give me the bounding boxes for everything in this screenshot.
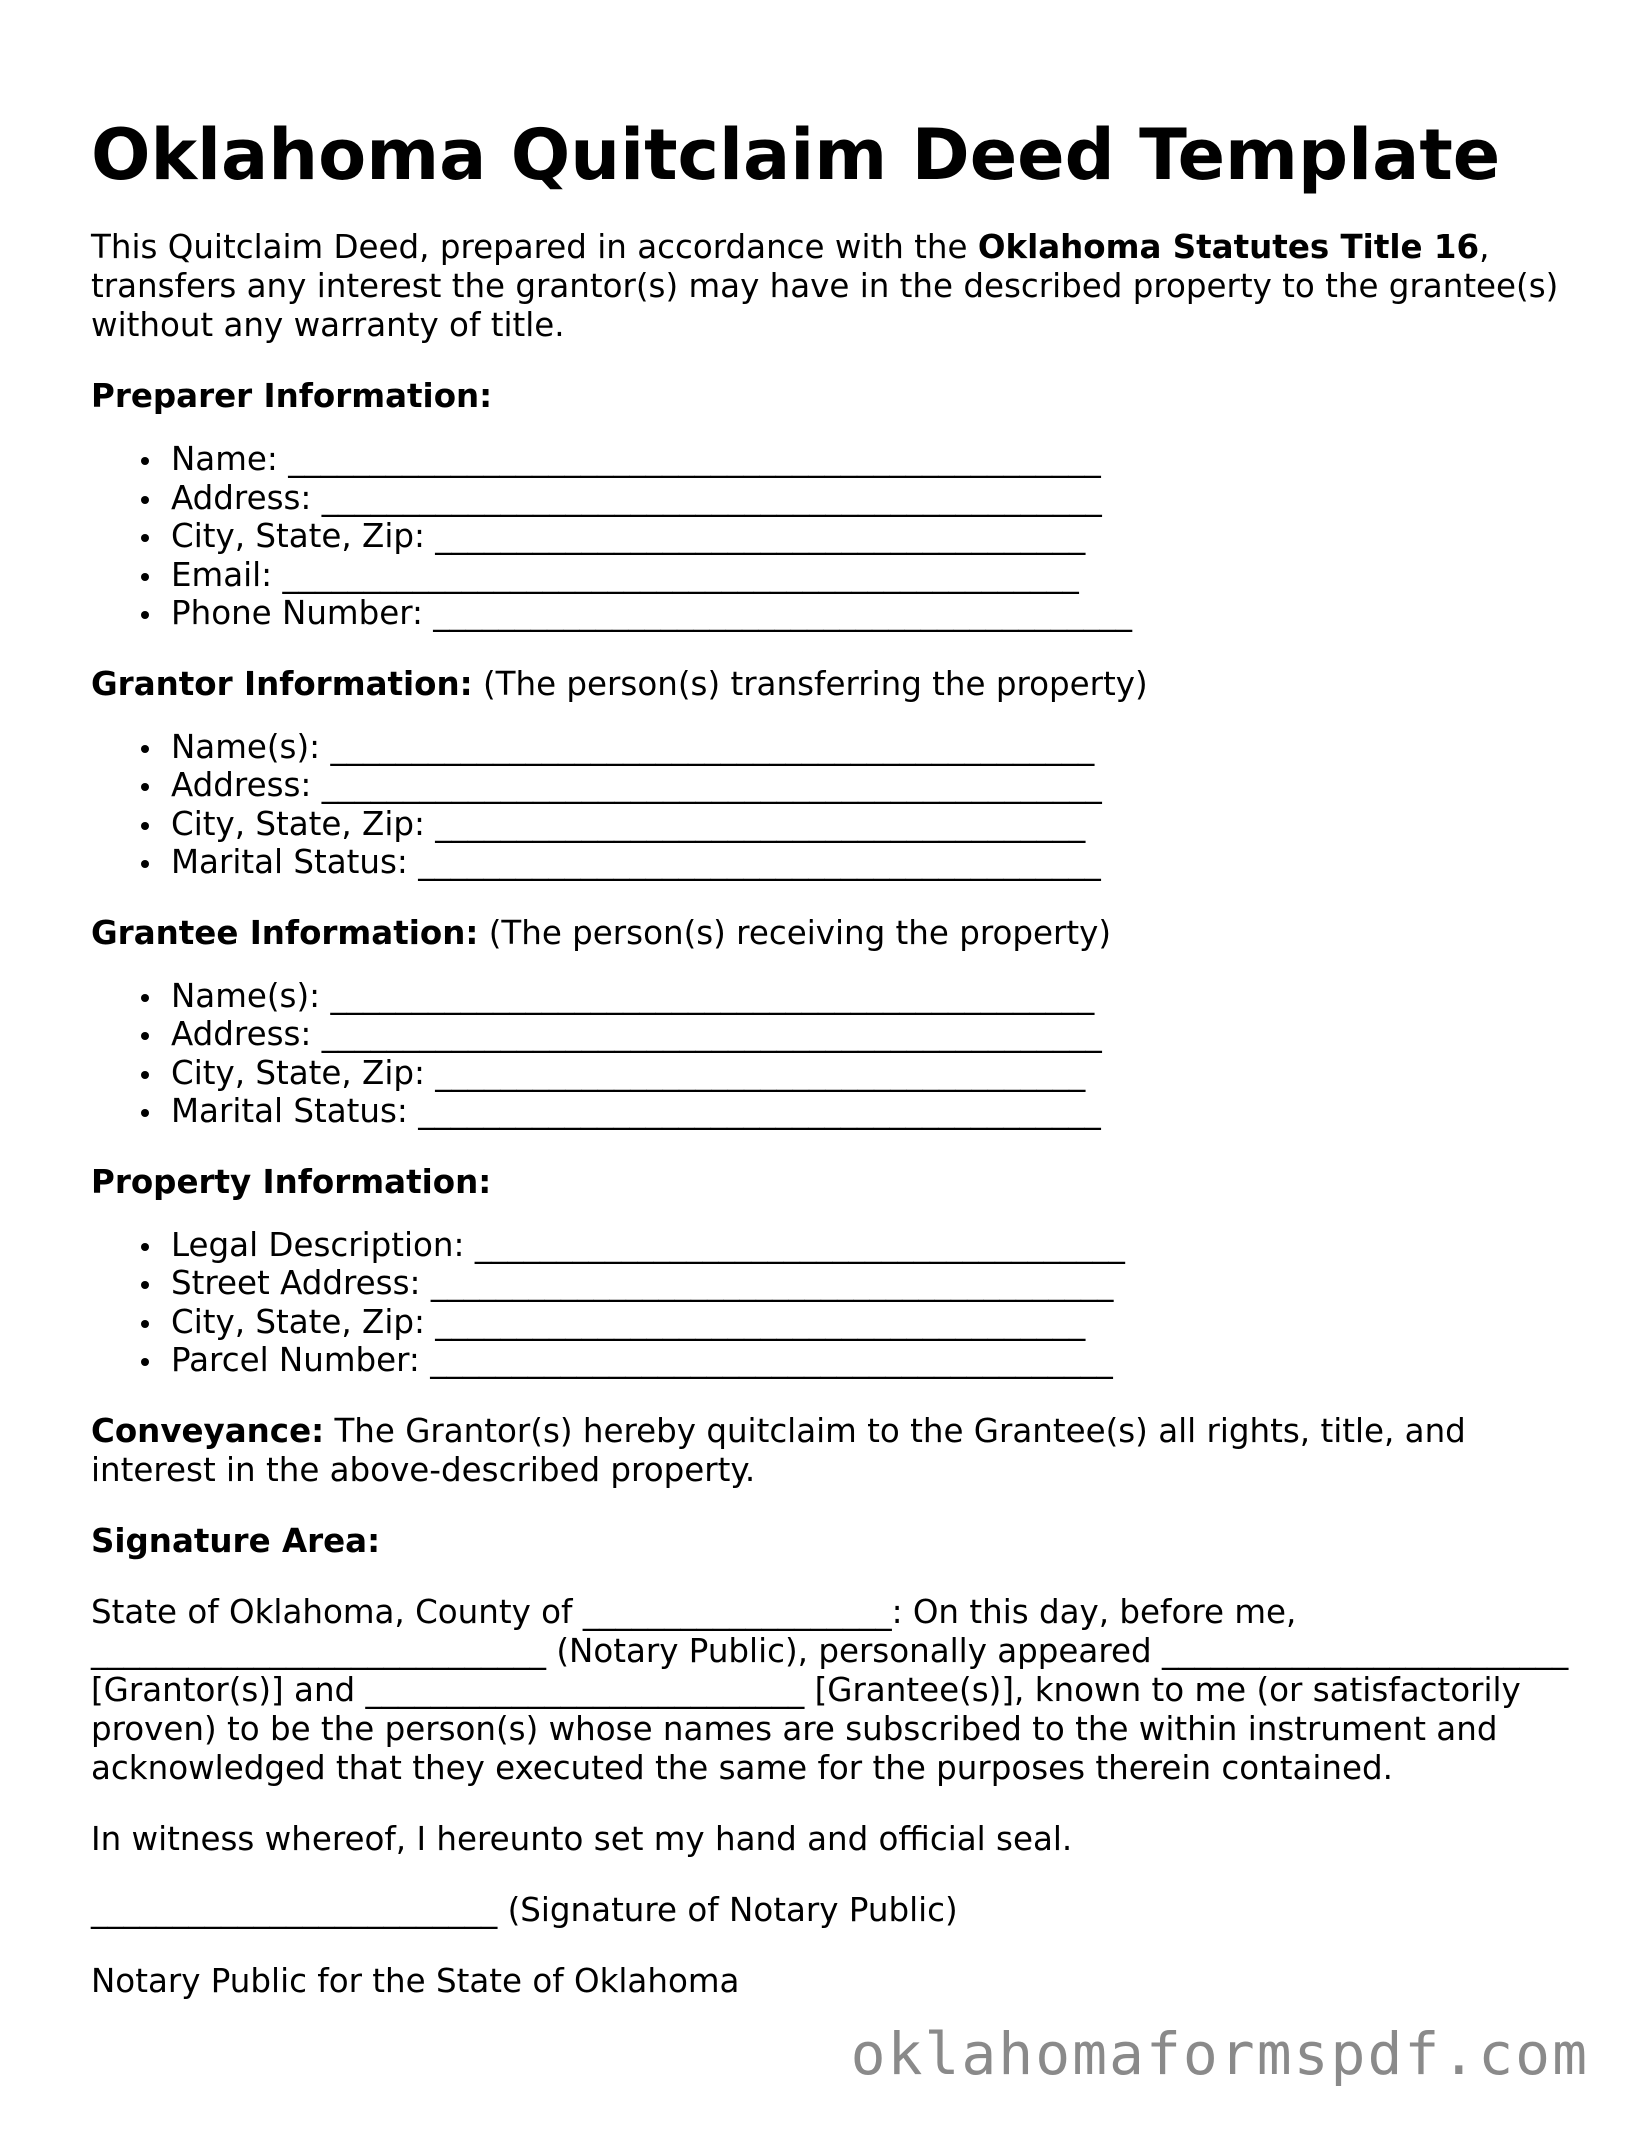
grantor-field-marital[interactable]: Marital Status: __________________________________________	[171, 843, 1571, 882]
preparer-field-phone[interactable]: Phone Number: ___________________________________________	[171, 594, 1571, 633]
grantor-fields	[91, 728, 1571, 882]
grantor-field-address[interactable]: Address: ________________________________________________	[171, 766, 1571, 805]
grantee-heading: Grantee Information:	[91, 913, 479, 952]
conveyance-text: The Grantor(s) hereby quitclaim to the Grantee(s) all rights, title, and interest in the above-described property.	[91, 1411, 1466, 1489]
grantor-heading-line	[91, 665, 1571, 704]
page-title: Oklahoma Quitclaim Deed Template	[91, 114, 1501, 196]
grantor-heading: Grantor Information:	[91, 664, 473, 703]
grantee-fields	[91, 977, 1571, 1131]
signature-heading: Signature Area:	[91, 1521, 381, 1560]
intro-text-pre: This Quitclaim Deed, prepared in accordance with the	[91, 228, 978, 266]
preparer-field-email[interactable]: Email: _________________________________________________	[171, 556, 1571, 595]
grantor-field-names[interactable]: Name(s): _______________________________________________	[171, 728, 1571, 767]
notary-state-label: Notary Public for the State of Oklahoma	[91, 1961, 740, 2000]
site-watermark: oklahomaformspdf.com	[850, 2020, 1589, 2088]
witness-statement: In witness whereof, I hereunto set my hand and official seal.	[91, 1819, 1073, 1858]
preparer-heading: Preparer Information:	[91, 377, 493, 415]
property-heading: Property Information:	[91, 1162, 492, 1201]
preparer-field-name[interactable]: Name: __________________________________________________	[171, 440, 1571, 479]
preparer-fields	[91, 440, 1571, 633]
grantor-note: (The person(s) transferring the property)	[472, 664, 1148, 703]
intro-text-post: , transfers any interest the grantor(s) may have in the described property to the grantee(s) without any warranty of title.	[91, 228, 1559, 344]
preparer-field-address[interactable]: Address: ________________________________________________	[171, 479, 1571, 518]
grantor-field-city[interactable]: City, State, Zip: ________________________________________	[171, 805, 1571, 844]
conveyance-label: Conveyance:	[91, 1411, 325, 1450]
property-field-city[interactable]: City, State, Zip: ________________________________________	[171, 1303, 1571, 1342]
grantee-field-city[interactable]: City, State, Zip: ________________________________________	[171, 1054, 1571, 1093]
notary-signature-line[interactable]: _________________________ (Signature of Notary Public)	[91, 1890, 958, 1929]
ack-line-4: proven) to be the person(s) whose names are subscribed to the within instrument and	[91, 1709, 1498, 1748]
ack-line-3[interactable]: [Grantor(s)] and ___________________________ [Grantee(s)], known to me (or satisfactorily	[91, 1670, 1521, 1709]
preparer-field-city[interactable]: City, State, Zip: ________________________________________	[171, 517, 1571, 556]
property-field-legal[interactable]: Legal Description: ________________________________________	[171, 1226, 1571, 1265]
grantee-field-marital[interactable]: Marital Status: __________________________________________	[171, 1092, 1571, 1131]
ack-line-1[interactable]: State of Oklahoma, County of ___________________: On this day, before me,	[91, 1592, 1297, 1631]
intro-paragraph	[91, 228, 1571, 345]
ack-line-5: acknowledged that they executed the same for the purposes therein contained.	[91, 1748, 1393, 1787]
grantee-note: (The person(s) receiving the property)	[478, 913, 1112, 952]
property-field-street[interactable]: Street Address: __________________________________________	[171, 1264, 1571, 1303]
grantee-field-names[interactable]: Name(s): _______________________________________________	[171, 977, 1571, 1016]
property-field-parcel[interactable]: Parcel Number: __________________________________________	[171, 1341, 1571, 1380]
notary-acknowledgment	[91, 1593, 1571, 1788]
grantee-heading-line	[91, 914, 1571, 953]
conveyance-paragraph	[91, 1412, 1571, 1490]
intro-statute: Oklahoma Statutes Title 16	[977, 228, 1480, 266]
document-page	[91, 110, 1571, 2001]
ack-line-2[interactable]: ____________________________ (Notary Public), personally appeared _________________________	[91, 1631, 1569, 1670]
property-fields	[91, 1226, 1571, 1380]
grantee-field-address[interactable]: Address: ________________________________________________	[171, 1015, 1571, 1054]
